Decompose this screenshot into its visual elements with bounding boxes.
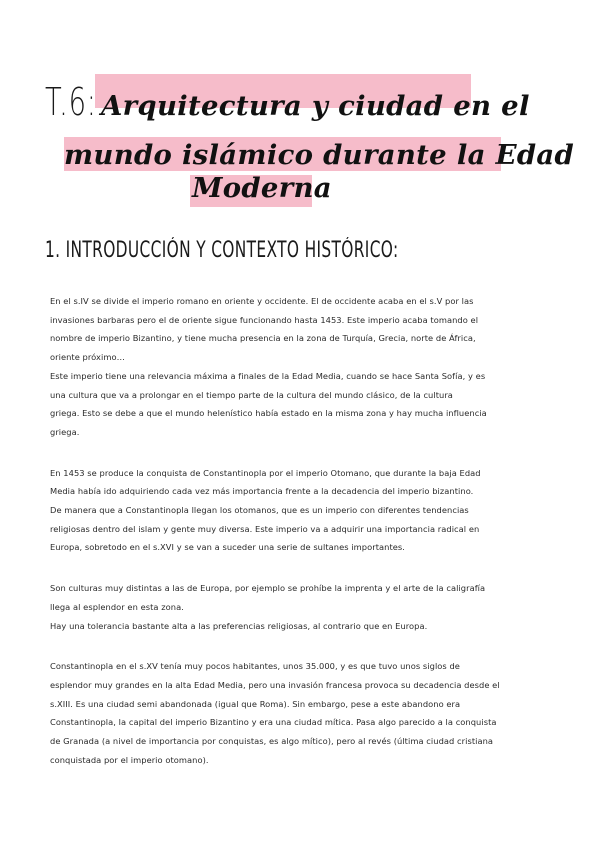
text-line: griega. Esto se debe a que el mundo helenístico había estado en la misma zona y hay mucha influencia [50,408,487,419]
text-line: griega. [50,426,80,437]
paragraph [50,657,550,769]
text-line: Este imperio tiene una relevancia máxima a finales de la Edad Media, cuando se hace Santa Sofía, y es [50,370,486,381]
text-line: religiosas dentro del islam y gente muy diversa. Este imperio va a adquirir una importancia radical en [50,523,480,534]
document-title [0,0,600,220]
paragraph [50,579,550,635]
title-line-2: mundo islámico durante la Edad [64,139,575,171]
text-line: En el s.IV se divide el imperio romano en oriente y occidente. El de occidente acaba en el s.V por las [50,296,474,306]
section-heading: 1. INTRODUCCIÓN Y CONTEXTO HISTÓRICO: [45,238,399,263]
text-line: Europa, sobretodo en el s.XVI y se van a suceder una serie de sultanes importantes. [50,542,405,553]
text-line: llega al esplendor en esta zona. [50,601,184,612]
title-prefix: T.6: [45,80,97,124]
title-line-1: Arquitectura y ciudad en el [101,90,530,122]
text-line: Media había ido adquiriendo cada vez más importancia frente a la decadencia del imperio bizantino. [50,486,474,497]
text-line: una cultura que va a prolongar en el tiempo parte de la cultura del mundo clásico, de la cultura [50,389,453,400]
text-line: Son culturas muy distintas a las de Europa, por ejemplo se prohíbe la imprenta y el arte de la caligrafía [50,583,486,594]
paragraph [50,292,550,442]
text-line: invasiones barbaras pero el de oriente sigue funcionando hasta 1453. Este imperio acaba tomando el [50,314,479,325]
text-line: s.XIII. Es una ciudad semi abandonada (igual que Roma). Sin embargo, pese a este abandono era [50,698,461,709]
text-line: conquistada por el imperio otomano). [50,754,209,765]
text-line: De manera que a Constantinopla llegan los otomanos, que es un imperio con diferentes tendencias [50,505,469,516]
text-line: Constantinopla en el s.XV tenía muy pocos habitantes, unos 35.000, y es que tuvo unos siglos de [50,661,460,672]
body-text [50,292,550,791]
text-line: nombre de imperio Bizantino, y tiene mucha presencia en la zona de Turquía, Grecia, norte de África, [50,333,476,344]
text-line: Hay una tolerancia bastante alta a las preferencias religiosas, al contrario que en Europa. [50,620,428,631]
text-line: oriente próximo… [50,352,125,363]
paragraph [50,464,550,558]
text-line: esplendor muy grandes en la alta Edad Media, pero una invasión francesa provoca su decadencia desde el [50,679,500,690]
text-line: En 1453 se produce la conquista de Constantinopla por el imperio Otomano, que durante la baja Edad [50,467,481,478]
text-line: Constantinopla, la capital del imperio Bizantino y era una ciudad mítica. Pasa algo parecido a la conquista [50,717,497,728]
title-line-3: Moderna [192,172,332,204]
text-line: de Granada (a nivel de importancia por conquistas, es algo mítico), pero al revés (última ciudad cristiana [50,736,494,747]
